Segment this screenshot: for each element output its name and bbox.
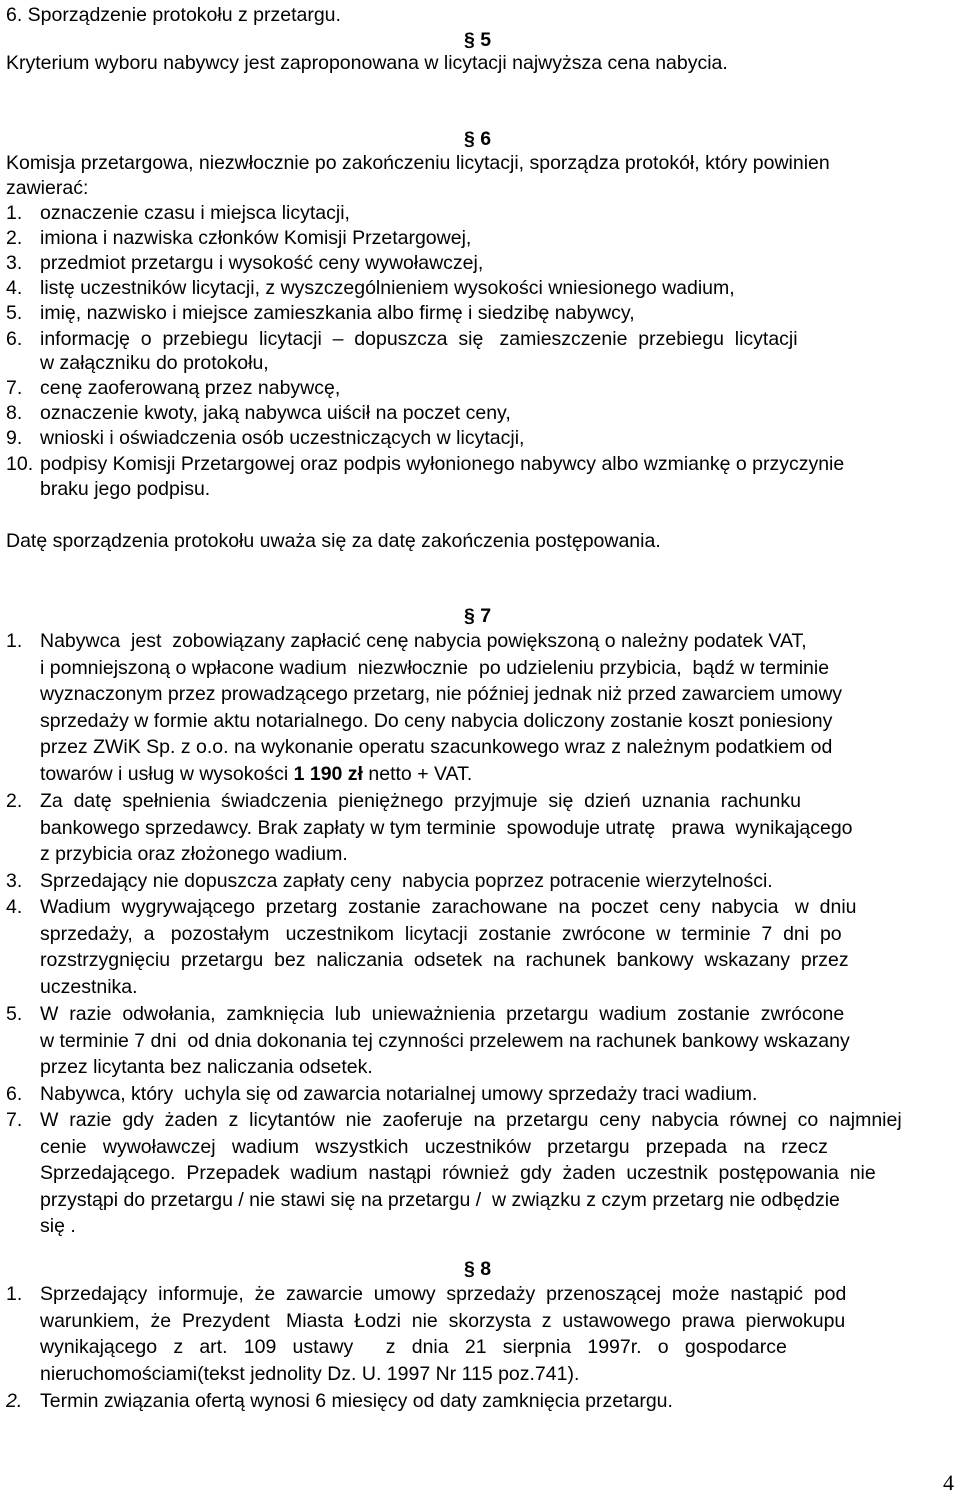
list-item-cont: braku jego podpisu. xyxy=(40,478,211,500)
paragraph-cancellation xyxy=(40,1001,954,1081)
list-number: 4. xyxy=(6,277,23,299)
section-heading-7: § 7 xyxy=(464,605,492,627)
paragraph-binding-term xyxy=(40,1388,954,1415)
list-item: imiona i nazwiska członków Komisji Przetargowej, xyxy=(40,227,472,249)
text-line: cenie wywoławczej wadium wszystkich uczestników przetargu przepada na rzecz xyxy=(40,1135,828,1158)
text-line: W razie gdy żaden z licytantów nie zaoferuje na przetargu ceny nabycia równej co najmniej xyxy=(40,1109,902,1131)
paragraph-preemption xyxy=(40,1281,954,1387)
paragraph-payment xyxy=(40,628,954,788)
list-number: 1. xyxy=(6,202,23,224)
paragraph-payment-date xyxy=(40,788,954,868)
text-line: rozstrzygnięciu przetargu bez naliczania odsetek na rachunek bankowy wskazany przez xyxy=(40,949,849,972)
list-item: oznaczenie czasu i miejsca licytacji, xyxy=(40,202,350,224)
list-number: 4. xyxy=(6,896,23,918)
text-line: nieruchomościami(tekst jednolity Dz. U. 1997 Nr 115 poz.741). xyxy=(40,1362,580,1385)
paragraph-no-offer xyxy=(40,1107,954,1240)
list-number: 2. xyxy=(6,227,23,249)
text-line-amount xyxy=(40,761,954,788)
text-line: wynikającego z art. 109 ustawy z dnia 21 sierpnia 1997r. o gospodarce xyxy=(40,1336,787,1359)
list-number: 5. xyxy=(6,1003,23,1025)
list-number: 1. xyxy=(6,630,23,652)
list-number: 10. xyxy=(6,453,34,475)
section-heading-5: § 5 xyxy=(464,29,492,51)
list-number: 6. xyxy=(6,1083,23,1105)
list-item: przedmiot przetargu i wysokość ceny wywoławczej, xyxy=(40,252,484,274)
list-item: imię, nazwisko i miejsce zamieszkania albo firmę i siedzibę nabywcy, xyxy=(40,302,635,324)
text-line: Nabywca, który uchyla się od zawarcia notarialnej umowy sprzedaży traci wadium. xyxy=(40,1083,758,1105)
section-6-intro-cont: zawierać: xyxy=(6,177,89,199)
text-line: Termin związania ofertą wynosi 6 miesięcy od daty zamknięcia przetargu. xyxy=(40,1390,673,1412)
text-line: W razie odwołania, zamknięcia lub unieważnienia przetargu wadium zostanie zwrócone xyxy=(40,1003,845,1025)
text-line: uczestnika. xyxy=(40,975,138,998)
section-6-closing: Datę sporządzenia protokołu uważa się za datę zakończenia postępowania. xyxy=(6,530,661,552)
paragraph-no-offset xyxy=(40,868,954,895)
text-line: wyznaczonym przez prowadzącego przetarg, nie później jednak niż przed zawarciem umowy xyxy=(40,683,843,706)
section-heading-8: § 8 xyxy=(464,1258,492,1280)
amount-suffix: netto + VAT. xyxy=(362,762,473,785)
text-line: Sprzedający informuje, że zawarcie umowy sprzedaży przenoszącej może nastąpić pod xyxy=(40,1283,847,1305)
text-line: warunkiem, że Prezydent Miasta Łodzi nie skorzysta z ustawowego prawa pierwokupu xyxy=(40,1309,846,1332)
list-number: 9. xyxy=(6,427,23,449)
list-item-cont: w załączniku do protokołu, xyxy=(40,352,269,374)
text-line: i pomniejszoną o wpłacone wadium niezwłocznie po udzieleniu przybicia, bądź w terminie xyxy=(40,656,830,679)
text-line: się . xyxy=(40,1215,76,1238)
text-line: Nabywca jest zobowiązany zapłacić cenę nabycia powiększoną o należny podatek VAT, xyxy=(40,630,807,652)
list-number: 8. xyxy=(6,402,23,424)
text-line: sprzedaży, a pozostałym uczestnikom licytacji zostanie zwrócone w terminie 7 dni po xyxy=(40,922,842,945)
list-number: 2. xyxy=(6,790,23,812)
text-line: sprzedaży w formie aktu notarialnego. Do ceny nabycia doliczony zostanie koszt poniesiony xyxy=(40,709,833,732)
list-item: podpisy Komisji Przetargowej oraz podpis wyłonionego nabywcy albo wzmiankę o przyczynie xyxy=(40,453,845,475)
text-line: Sprzedający nie dopuszcza zapłaty ceny nabycia poprzez potracenie wierzytelności. xyxy=(40,870,773,892)
list-item-protocol: 6. Sporządzenie protokołu z przetargu. xyxy=(6,4,341,26)
list-number: 7. xyxy=(6,377,23,399)
text-line: Za datę spełnienia świadczenia pieniężnego przyjmuje się dzień uznania rachunku xyxy=(40,790,801,812)
list-item: informację o przebiegu licytacji – dopuszcza się zamieszczenie przebiegu licytacji xyxy=(40,328,798,350)
text-line: z przybicia oraz złożonego wadium. xyxy=(40,843,348,866)
list-item: cenę zaoferowaną przez nabywcę, xyxy=(40,377,341,399)
text-line: przez ZWiK Sp. z o.o. na wykonanie operatu szacunkowego wraz z należnym podatkiem od xyxy=(40,736,833,759)
page-number: 4 xyxy=(943,1470,954,1495)
paragraph-forfeit xyxy=(40,1081,954,1108)
text-line: przystąpi do przetargu / nie stawi się na przetargu / w związku z czym przetarg nie odbędzie xyxy=(40,1188,840,1211)
list-number: 1. xyxy=(6,1283,23,1305)
section-heading-6: § 6 xyxy=(464,128,492,150)
list-number: 5. xyxy=(6,302,23,324)
list-number: 3. xyxy=(6,252,23,274)
amount-value: 1 190 zł xyxy=(293,762,363,785)
text-line: Wadium wygrywającego przetarg zostanie zarachowane na poczet ceny nabycia w dniu xyxy=(40,896,857,918)
list-number: 7. xyxy=(6,1109,23,1131)
text-line: Sprzedającego. Przepadek wadium nastąpi również gdy żaden uczestnik postępowania nie xyxy=(40,1162,876,1185)
text-line: przez licytanta bez naliczania odsetek. xyxy=(40,1056,373,1079)
section-6-intro: Komisja przetargowa, niezwłocznie po zakończeniu licytacji, sporządza protokół, który powinien xyxy=(6,152,830,174)
amount-prefix: towarów i usług w wysokości xyxy=(40,762,294,785)
list-number: 3. xyxy=(6,870,23,892)
text-line: bankowego sprzedawcy. Brak zapłaty w tym terminie spowoduje utratę prawa wynikającego xyxy=(40,816,853,839)
section-5-text: Kryterium wyboru nabywcy jest zaproponowana w licytacji najwyższa cena nabycia. xyxy=(6,52,728,74)
list-item: listę uczestników licytacji, z wyszczególnieniem wysokości wniesionego wadium, xyxy=(40,277,735,299)
list-item: oznaczenie kwoty, jaką nabywca uiścił na poczet ceny, xyxy=(40,402,511,424)
list-number: 6. xyxy=(6,328,23,350)
list-number: 2. xyxy=(6,1390,23,1412)
paragraph-deposit xyxy=(40,894,954,1000)
list-item: wnioski i oświadczenia osób uczestniczących w licytacji, xyxy=(40,427,525,449)
text-line: w terminie 7 dni od dnia dokonania tej czynności przelewem na rachunek bankowy wskazany xyxy=(40,1029,850,1052)
